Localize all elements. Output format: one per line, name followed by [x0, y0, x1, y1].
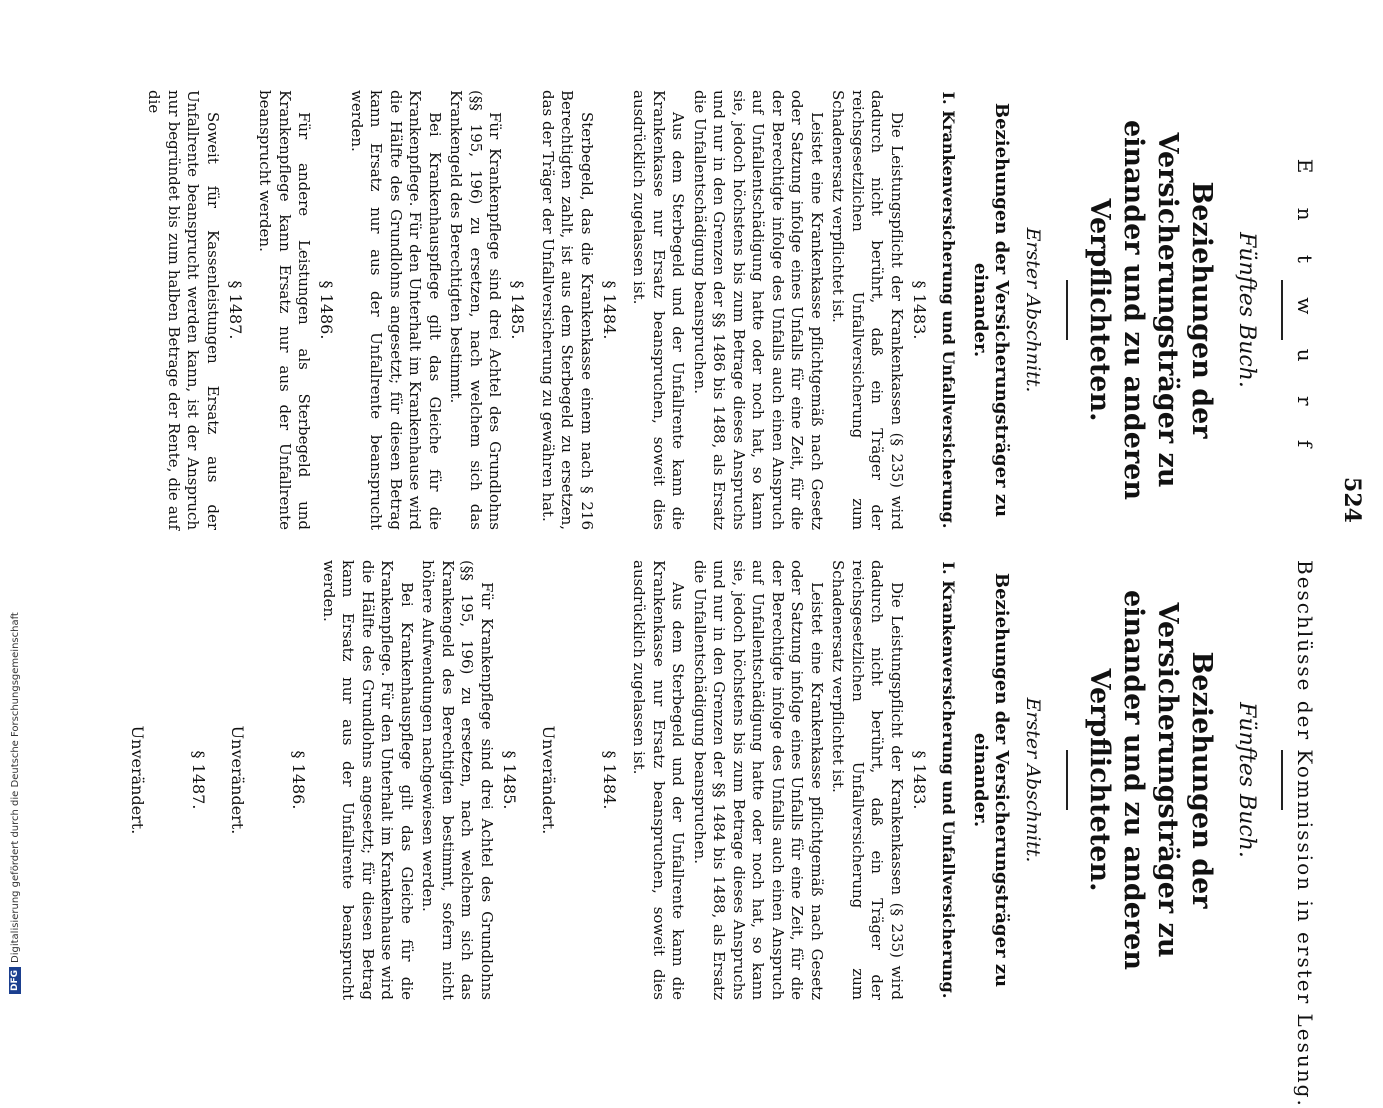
paragraph-1485-label: § 1485.	[500, 750, 519, 810]
paragraph-1483-text: Die Leistungspflicht der Krankenkassen (§ 235) wird dadurch nicht berührt, daß ein Träger der reichsgesetzlichen Unfallversicherung zum Schadenersatz verpflichtet ist.	[829, 560, 906, 1000]
footer-text: Digitalisierung gefördert durch die Deutsche Forschungsgemeinschaft	[9, 612, 21, 963]
draft-column	[142, 90, 1323, 530]
paragraph-1484-text: Sterbegeld, das die Krankenkasse einem nach § 216 Berechtigten zahlt, ist aus dem Sterbegeld zu ersetzen, das der Träger der Unfallversicherung zu gewähren hat.	[539, 90, 596, 530]
book-title: Fünftes Buch.	[1234, 702, 1259, 858]
paragraph-1485-text: Bei Krankenhauspflege gilt das Gleiche für die Krankenpflege. Für den Unterhalt im Krankenhause wird die Hälfte des Grundlohns angesetzt; für diesen Betrag kann Ersatz nur aus der Unfallrente beansprucht werden.	[348, 90, 444, 530]
paragraph-1486-label: § 1486.	[317, 280, 337, 340]
heading-divider	[1066, 280, 1068, 340]
paragraph-1483-label: § 1483.	[910, 280, 929, 340]
book-heading: Beziehungen der Versicherungsträger zu einander und zu anderen Verpflichteten.	[1084, 120, 1217, 500]
draft-column-header: E n t w u r f	[1293, 158, 1317, 462]
book-title: Fünftes Buch.	[1234, 232, 1259, 388]
paragraph-1483-text: Aus dem Sterbegeld und der Unfallrente kann die Krankenkasse nur Ersatz beanspruchen, soweit dies ausdrücklich zugelassen ist.	[630, 90, 688, 530]
paragraph-1483-text: Aus dem Sterbegeld und der Unfallrente kann die Krankenkasse nur Ersatz beanspruchen, soweit dies ausdrücklich zugelassen ist.	[630, 560, 688, 1000]
paragraph-1486-label: § 1486.	[289, 750, 309, 810]
section-title: Erster Abschnitt.	[1022, 227, 1044, 393]
chapter-heading: I. Krankenversicherung und Unfallversicherung.	[939, 91, 958, 529]
section-subheading: Beziehungen der Versicherungsträger zu einander.	[970, 572, 1012, 988]
heading-divider	[1066, 750, 1068, 810]
paragraph-1486-text: Für andere Leistungen als Sterbegeld und Krankenpflege kann Ersatz nur aus der Unfallrente beansprucht werden.	[256, 90, 314, 530]
book-heading: Beziehungen der Versicherungsträger zu einander und zu anderen Verpflichteten.	[1084, 590, 1217, 970]
paragraph-1487-text: Soweit für Kassenleistungen Ersatz aus der Unfallrente beansprucht werden kann, ist der Anspruch nur begründet bis zum halben Betrage der Rente, die auf die	[145, 90, 222, 530]
dfg-logo: DFG	[9, 967, 21, 994]
commission-column	[109, 560, 1324, 1108]
paragraph-1485-text: Bei Krankenhauspflege gilt das Gleiche für die Krankenpflege. Für den Unterhalt im Krankenhause wird die Hälfte des Grundlohns angesetzt; für diesen Betrag kann Ersatz nur aus der Unfallrente beansprucht werden.	[320, 560, 416, 1000]
paragraph-1484-status: Unverändert.	[539, 725, 558, 835]
paragraph-1487-label: § 1487.	[189, 750, 209, 810]
section-subheading: Beziehungen der Versicherungsträger zu einander.	[970, 102, 1012, 518]
paragraph-1483-label: § 1483.	[910, 750, 929, 810]
section-title: Erster Abschnitt.	[1022, 697, 1044, 863]
paragraph-1485-text: Für Krankenpflege sind drei Achtel des Grundlohns (§§ 195, 196) zu ersetzen, nach welchem sich das Krankengeld des Berechtigten bestimmt, sofern nicht höhere Aufwendungen nachgewiesen werden.	[419, 560, 496, 1000]
paragraph-1483-text: Die Leistungspflicht der Krankenkassen (§ 235) wird dadurch nicht berührt, daß ein Träger der reichsgesetzlichen Unfallversicherung zum Schadenersatz verpflichtet ist.	[829, 90, 906, 530]
paragraph-1484-label: § 1484.	[600, 750, 619, 810]
paragraph-1485-text: Für Krankenpflege sind drei Achtel des Grundlohns (§§ 195, 196) zu ersetzen, nach welchem sich das Krankengeld des Berechtigten bestimmt.	[447, 90, 505, 530]
page-number: 524	[1339, 477, 1365, 523]
paragraph-1485-label: § 1485.	[508, 280, 528, 340]
paragraph-1487-label: § 1487.	[226, 280, 245, 340]
paragraph-1487-status: Unverändert.	[128, 725, 148, 835]
header-divider	[1281, 750, 1283, 810]
chapter-heading: I. Krankenversicherung und Unfallversicherung.	[939, 561, 958, 999]
paragraph-1486-status: Unverändert.	[228, 725, 248, 835]
header-divider	[1281, 280, 1283, 340]
commission-column-header: Beschlüsse der Kommission in erster Lesung.	[1293, 560, 1317, 1108]
digitization-footer	[4, 612, 26, 994]
paragraph-1484-label: § 1484.	[600, 280, 619, 340]
paragraph-1483-text: Leistet eine Krankenkasse pflichtgemäß nach Gesetz oder Satzung infolge eines Unfalls für eine Zeit, für die der Berechtigte infolge des Unfalls auch einen Anspruch auf Unfallentschädigung hatte oder noch hat, so kann sie, jedoch höchstens bis zum Betrage dieses Anspruchs und nur in den Grenzen der §§ 1486 bis 1488, als Ersatz die Unfallentschädigung beanspruchen.	[691, 90, 826, 530]
paragraph-1483-text: Leistet eine Krankenkasse pflichtgemäß nach Gesetz oder Satzung infolge eines Unfalls für eine Zeit, für die der Berechtigte infolge des Unfalls auch einen Anspruch auf Unfallentschädigung hatte oder noch hat, so kann sie, jedoch höchstens bis zum Betrage dieses Anspruchs und nur in den Grenzen der §§ 1484 bis 1488, als Ersatz die Unfallentschädigung beanspruchen.	[691, 560, 826, 1000]
